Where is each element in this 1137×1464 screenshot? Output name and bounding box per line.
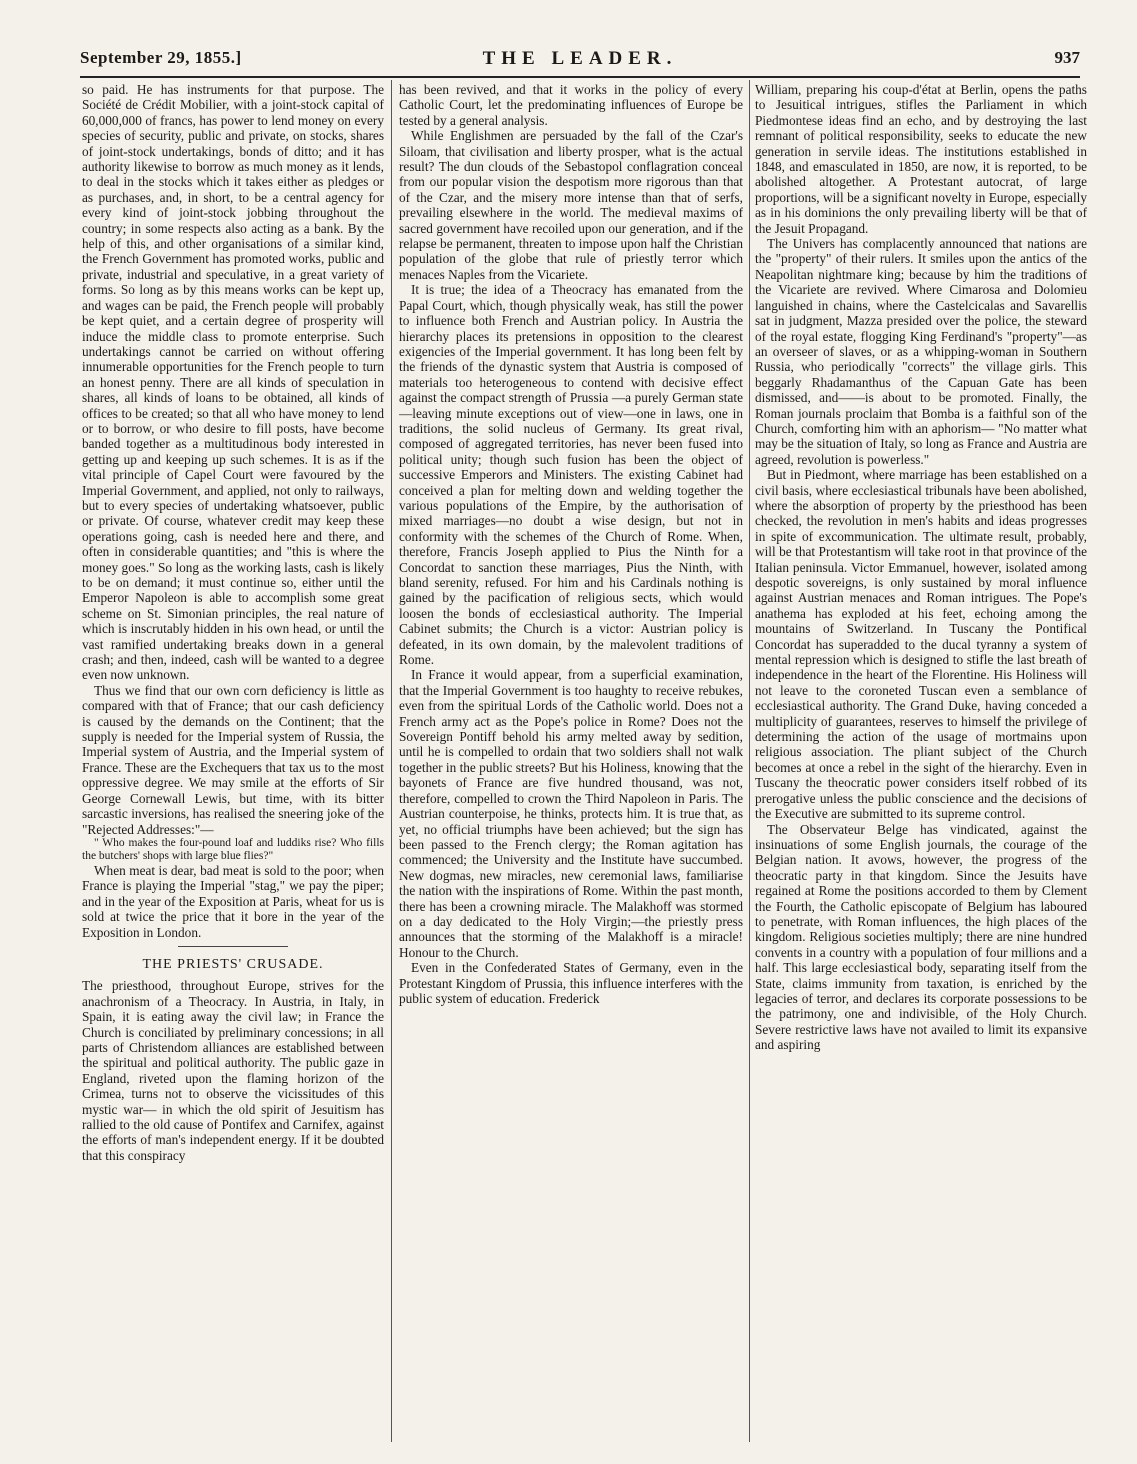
article-paragraph: William, preparing his coup-d'état at Berlin, opens the paths to Jesuitical intrigues, stifles the Parliament in which Piedmontese ideas find an echo, and by destroying the last remnant of political responsibility, seeks to educate the new generation in servile ideas. The institutions established in 1848, and emasculated in 1850, are now, it is reported, to be abolished altogether. A Protestant autocrat, of large proportions, will be a significant novelty in Europe, especially as in his dominions the only prevailing liberty will be that of the Jesuit Propagand. <box>755 82 1087 236</box>
column-1 <box>82 82 384 1442</box>
article-paragraph: Even in the Confederated States of Germany, even in the Protestant Kingdom of Prussia, this influence interferes with the public system of education. Frederick <box>399 960 743 1006</box>
masthead-rule <box>80 76 1080 78</box>
article-paragraph: While Englishmen are persuaded by the fall of the Czar's Siloam, that civilisation and liberty prosper, what is the actual result? The dun clouds of the Sebastopol conflagration conceal from our popular vision the despotism more rigorous than that of the Czar, and the misery more intense than that of serfs, prevailing elsewhere in the world. The medieval maxims of sacred government have recoiled upon our generation, and if the relapse be permanent, threaten to impose upon half the Christian population of the globe that rule of priestly terror which menaces Naples from the Vicariete. <box>399 128 743 282</box>
article-paragraph: has been revived, and that it works in the policy of every Catholic Court, let the predominating influences of Europe be tested by a general analysis. <box>399 82 743 128</box>
page-number: 937 <box>1054 48 1080 67</box>
newspaper-title: THE LEADER. <box>482 48 678 69</box>
article-paragraph: Thus we find that our own corn deficiency is little as compared with that of France; that our cash deficiency is caused by the demands on the Continent; that the supply is needed for the Imperial system of Russia, the Imperial system of Austria, and the Imperial system of France. These are the Exchequers that tax us to the most oppressive degree. We may smile at the efforts of Sir George Cornewall Lewis, but time, with its bitter sarcastic inversions, has realised the sneering joke of the "Rejected Addresses:"— <box>82 682 384 837</box>
article-paragraph: The priesthood, throughout Europe, strives for the anachronism of a Theocracy. In Austria, in Italy, in Spain, it is eating away the civil law; in France the Church is conciliated by preliminary concessions; in all parts of Christendom alliances are established between the spiritual and political authority. The public gaze in England, riveted upon the flaming horizon of the Crimea, turns not to observe the vicissitudes of this mystic war— in which the old spirit of Jesuitism has rallied to the old cause of Pontifex and Carnifex, against the efforts of man's independent energy. If it be doubted that this conspiracy <box>82 978 384 1163</box>
article-paragraph: In France it would appear, from a superficial examination, that the Imperial Government is too haughty to receive rebukes, even from the spiritual Lords of the Catholic world. Does not a French army act as the Pope's police in Rome? Does not the Sovereign Pontiff behold his army melted away by sedition, until he is compelled to ordain that two soldiers shall not walk together in the public streets? But his Holiness, knowing that the bayonets of France are five hundred thousand, was not, therefore, compelled to crown the Third Napoleon in Paris. The Austrian counterpoise, he thinks, protects him. It is true that, as yet, no official triumphs have been achieved; but the sign has been passed to the French clergy; the Roman agitation has commenced; the University and the Institute have succumbed. New dogmas, new miracles, new ceremonial laws, familiarise the nation with the inspirations of Rome. Within the past month, there has been a crowning miracle. The Malakhoff was stormed on a day dedicated to the Holy Virgin;—the priestly press announces that the storming of the Malakhoff is a miracle! Honour to the Church. <box>399 667 743 960</box>
verse-quote: " Who makes the four-pound loaf and luddiks rise? Who fills the butchers' shops with large blue flies?" <box>82 836 384 862</box>
column-divider <box>749 80 750 1442</box>
issue-date: September 29, 1855.] <box>80 48 242 67</box>
article-paragraph: But in Piedmont, where marriage has been established on a civil basis, where ecclesiastical tribunals have been abolished, where the absorption of property by the priesthood has been checked, the revolution in men's habits and ideas progresses in spite of excommunication. The ultimate result, probably, will be that Protestantism will take root in that province of the Italian peninsula. Victor Emmanuel, however, isolated among despotic sovereigns, is only sustained by moral influence against Austrian menaces and Roman intrigues. The Pope's anathema has exploded at his feet, echoing among the mountains of Switzerland. In Tuscany the Pontifical Concordat has superadded to the ducal tyranny a system of mental repression which is designed to stifle the last breath of independence in the heart of the Florentine. His Holiness will not leave to the coroneted Tuscan even a semblance of ecclesiastical authority. The Grand Duke, having conceded a multiplicity of guarantees, reserves to himself the privilege of determining the action of the usage of mortmains upon religious association. The pliant subject of the Church becomes at once a rebel in the sight of the hierarchy. Even in Tuscany the theocratic power considers itself robbed of its prerogative unless the public conscience and the decisions of the Executive are submitted to its supreme control. <box>755 467 1087 822</box>
section-heading: THE PRIESTS' CRUSADE. <box>142 956 324 972</box>
article-paragraph: The Univers has complacently announced that nations are the "property" of their rulers. It smiles upon the antics of the Neapolitan nightmare king; because by him the traditions of the Vicariete are revived. Where Cimarosa and Dolomieu languished in chains, where the Castelcicalas and Savarellis sat in judgment, Mazza presided over the police, the steward of the royal estate, flogging King Ferdinand's "property"—as an overseer of slaves, or as a whipping-woman in Southern Russia, who periodically "corrects" the village girls. This beggarly Rhadamanthus of the Capuan Gate has been dismissed, and——is about to be promoted. Finally, the Roman journals proclaim that Bomba is a faithful son of the Church, comforting him with an aphorism— "No matter what may be the situation of Italy, so long as France and Austria are agreed, revolution is powerless." <box>755 236 1087 467</box>
section-divider <box>178 946 288 947</box>
article-paragraph: so paid. He has instruments for that purpose. The Société de Crédit Mobilier, with a joint-stock capital of 60,000,000 of francs, has power to lend money on every species of security, public and private, on stocks, shares of joint-stock undertakings, bonds of ditto; and it has authority likewise to borrow as much money as it lends, to deal in the stocks which it takes either as pledges or as purchases, and, in short, to be a central agency for every kind of joint-stock jobbing throughout the country; in some respects also acting as a bank. By the help of this, and other organisations of a similar kind, the French Government has promoted works, public and private, industrial and speculative, in a great variety of forms. So long as by this means works can be kept up, and wages can be paid, the French people will probably be kept quiet, and a certain degree of prosperity will induce the middle class to promote enterprise. Such undertakings cannot be carried on without offering innumerable opportunities for the French people to turn an honest penny. There are all kinds of speculation in shares, all kinds of loans to be obtained, all kinds of offices to be created; so that all who have money to lend or to borrow, or who desire to fill posts, have become banded together as a multitudinous body interested in getting up and keeping up such schemes. It is as if the vital principle of Capel Court were favoured by the Imperial Government, and applied, not only to railways, but to every species of undertaking whatsoever, public or private. Of course, whatever credit may keep these operations going, cash is needed here and there, and often in considerable quantities; and "this is where the money goes." So long as the working lasts, cash is likely to be on demand; it must continue so, either until the Emperor Napoleon is able to accomplish some great scheme on St. Simonian principles, the real nature of which is inscrutably hidden in his own head, or until the vast ramified undertaking breaks down in a general crash; and then, indeed, cash will be wanted to a degree even now unknown. <box>82 82 384 683</box>
masthead <box>80 48 1080 78</box>
article-paragraph: When meat is dear, bad meat is sold to the poor; when France is playing the Imperial "stag," we pay the piper; and in the year of the Exposition at Paris, wheat for us is sold at twice the price that it bore in the year of the Exposition in London. <box>82 862 384 940</box>
article-paragraph: It is true; the idea of a Theocracy has emanated from the Papal Court, which, though physically weak, has still the power to influence both French and Austrian policy. In Austria the hierarchy places its pretensions in opposition to the clearest exigencies of the Imperial government. It has long been felt by the friends of the dynastic system that Austria is composed of materials too heterogeneous to contend with decisive effect against the compact strength of Prussia —a purely German state—leaving minute exceptions out of view—one in laws, one in traditions, the solid nucleus of Germany. Its great rival, composed of aggregated territories, has never been fused into political unity; though such fusion has been the object of successive Emperors and Ministers. The existing Cabinet had conceived a plan for melting down and welding together the various populations of the Empire, by the authorisation of mixed marriages—no doubt a wise design, but not in conformity with the schemes of the Church of Rome. When, therefore, Francis Joseph applied to Pius the Ninth for a Concordat to sanction these marriages, Pius the Ninth, with bland serenity, refused. For him and his Cardinals nothing is gained by the pacification of religious sects, which would loosen the bonds of ecclesiastical authority. The Imperial Cabinet submits; the Church is a victor: Austrian policy is defeated, in its own domain, by the malevolent traditions of Rome. <box>399 282 743 668</box>
column-3 <box>755 82 1087 1442</box>
column-2 <box>399 82 743 1442</box>
column-divider <box>391 80 392 1442</box>
article-paragraph: The Observateur Belge has vindicated, against the insinuations of some English journals, the courage of the Belgian nation. It avows, however, the progress of the theocratic party in that kingdom. Since the Jesuits have regained at Rome the positions accorded to them by Clement the Fourth, the Catholic episcopate of Belgium has laboured to penetrate, with Roman influences, the high places of the kingdom. Religious societies multiply; there are nine hundred convents in a country with a population of four millions and a half. This large ecclesiastical body, separating itself from the State, claims immunity from taxation, is enriched by the legacies of terror, and declares its corporate possessions to be the patrimony, one and indivisible, of the Holy Church. Severe restrictive laws have not availed to limit its expansive and aspiring <box>755 821 1087 1053</box>
